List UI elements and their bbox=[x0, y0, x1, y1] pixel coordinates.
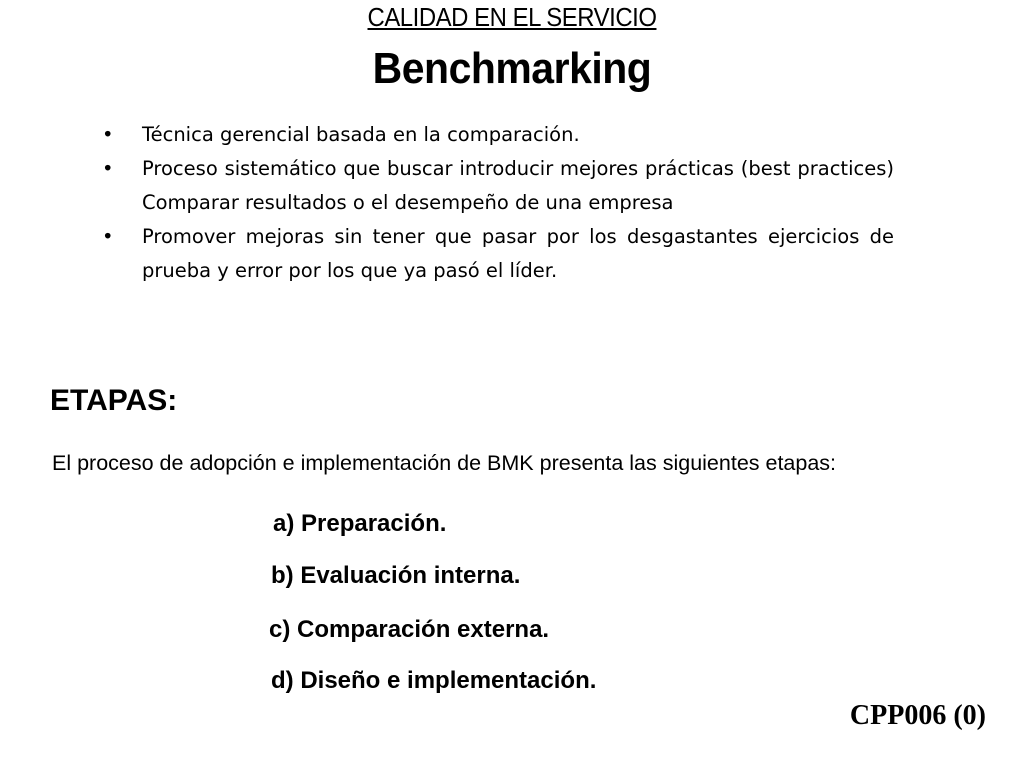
stage-external-comparison: c) Comparación externa. bbox=[269, 616, 550, 643]
stage-internal-evaluation: b) Evaluación interna. bbox=[271, 562, 521, 589]
bullet-marker: • bbox=[102, 123, 114, 146]
document-code: CPP006 (0) bbox=[849, 700, 986, 731]
stage-preparation: a) Preparación. bbox=[273, 510, 447, 537]
page-title: Benchmarking bbox=[372, 44, 652, 93]
bullet-text: Promover mejoras sin tener que pasar por los desgastantes ejercicios de prueba y error por los que ya pasó el líder. bbox=[142, 225, 894, 282]
etapas-intro: El proceso de adopción e implementación de BMK presenta las siguientes etapas: bbox=[52, 451, 837, 475]
bullet-text: Proceso sistemático que buscar introducir mejores prácticas (best practices) Comparar resultados o el desempeño de una empresa bbox=[142, 157, 894, 214]
bullet-item bbox=[100, 118, 894, 152]
stage-design-implementation: d) Diseño e implementación. bbox=[271, 667, 597, 694]
bullet-list bbox=[100, 118, 894, 288]
bullet-item bbox=[100, 152, 894, 220]
etapas-heading: ETAPAS: bbox=[50, 384, 178, 417]
bullet-marker: • bbox=[102, 225, 114, 248]
bullet-marker: • bbox=[102, 157, 114, 180]
subject-heading: CALIDAD EN EL SERVICIO bbox=[367, 2, 657, 32]
bullet-text: Técnica gerencial basada en la comparación. bbox=[142, 123, 580, 146]
bullet-item bbox=[100, 220, 894, 288]
